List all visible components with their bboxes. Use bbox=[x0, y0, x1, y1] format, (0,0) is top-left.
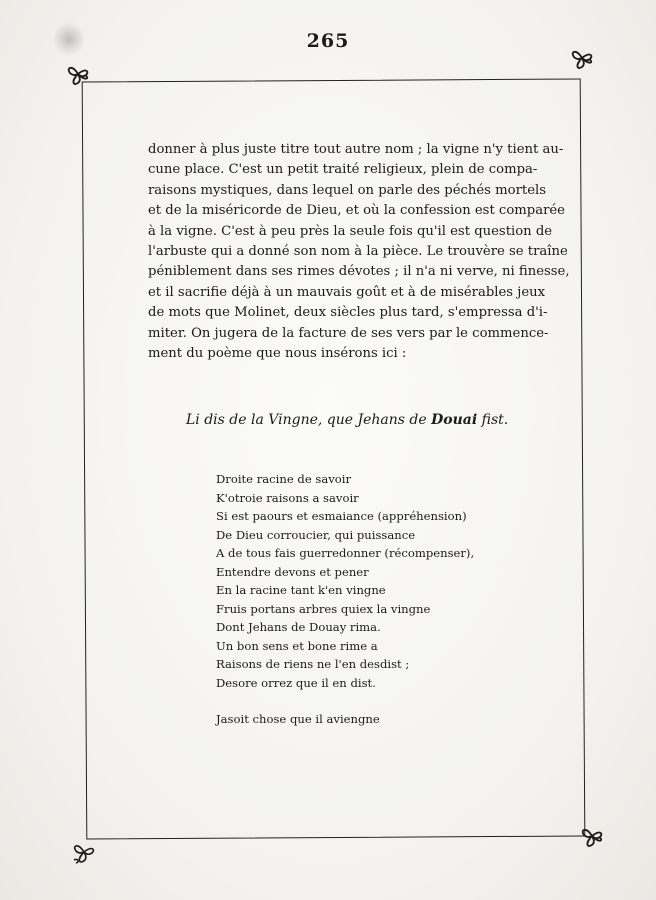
paragraph-line: donner à plus juste titre tout autre nom ; la vigne n'y tient au- bbox=[148, 142, 564, 157]
corner-ornament-icon bbox=[568, 44, 596, 72]
paragraph-line: à la vigne. C'est à peu près la seule fois qu'il est question de bbox=[148, 223, 553, 239]
stanza-gap bbox=[216, 692, 476, 710]
verse-line: En la racine tant k'en vingne bbox=[216, 583, 386, 597]
paragraph-line: l'arbuste qui a donné son nom à la pièce. Le trouvère se traîne bbox=[148, 244, 568, 260]
poem-title-end: fist. bbox=[477, 412, 509, 428]
verse-line: Droite racine de savoir bbox=[216, 472, 352, 486]
poem-title-text: Li dis de la Vingne, que Jehans de bbox=[186, 412, 432, 428]
poem-title-author: Douai bbox=[431, 412, 478, 428]
paragraph-line: cune place. C'est un petit traité religieux, plein de compa- bbox=[148, 162, 538, 178]
corner-ornament-icon bbox=[64, 60, 92, 88]
verse-line: Jasoit chose que il aviengne bbox=[216, 712, 380, 726]
poem-verse bbox=[216, 470, 476, 729]
verse-line: Desore orrez que il en dist. bbox=[216, 675, 376, 690]
corner-ornament-icon bbox=[70, 838, 98, 866]
body-paragraph bbox=[148, 140, 570, 364]
verse-line: Dont Jehans de Douay rima. bbox=[216, 620, 381, 634]
page-number: 265 bbox=[306, 30, 350, 52]
paragraph-line: ment du poème que nous insérons ici : bbox=[148, 346, 407, 362]
verse-line: Fruis portans arbres quiex la vingne bbox=[216, 601, 431, 616]
verse-line: Si est paours et esmaiance (appréhension) bbox=[216, 509, 467, 523]
verse-line: De Dieu corroucier, qui puissance bbox=[216, 527, 416, 542]
paragraph-line: et il sacrifie déjà à un mauvais goût et à de misérables jeux bbox=[148, 284, 546, 300]
paragraph-line: péniblement dans ses rimes dévotes ; il n'a ni verve, ni finesse, bbox=[148, 264, 570, 280]
paragraph-line: de mots que Molinet, deux siècles plus tard, s'empressa d'i- bbox=[148, 305, 548, 321]
paragraph-line: miter. On jugera de la facture de ses vers par le commence- bbox=[148, 325, 549, 341]
paragraph-line: raisons mystiques, dans lequel on parle des péchés mortels bbox=[148, 182, 546, 198]
corner-ornament-icon bbox=[578, 822, 606, 850]
verse-line: K'otroie raisons a savoir bbox=[216, 490, 359, 505]
verse-line: Un bon sens et bone rime a bbox=[216, 638, 378, 653]
paragraph-line: et de la miséricorde de Dieu, et où la confession est comparée bbox=[148, 203, 565, 219]
verse-line: A de tous fais guerredonner (récompenser), bbox=[216, 546, 475, 560]
verse-line: Entendre devons et pener bbox=[216, 564, 369, 579]
verse-line: Raisons de riens ne l'en desdist ; bbox=[216, 657, 410, 671]
poem-title bbox=[186, 412, 509, 428]
